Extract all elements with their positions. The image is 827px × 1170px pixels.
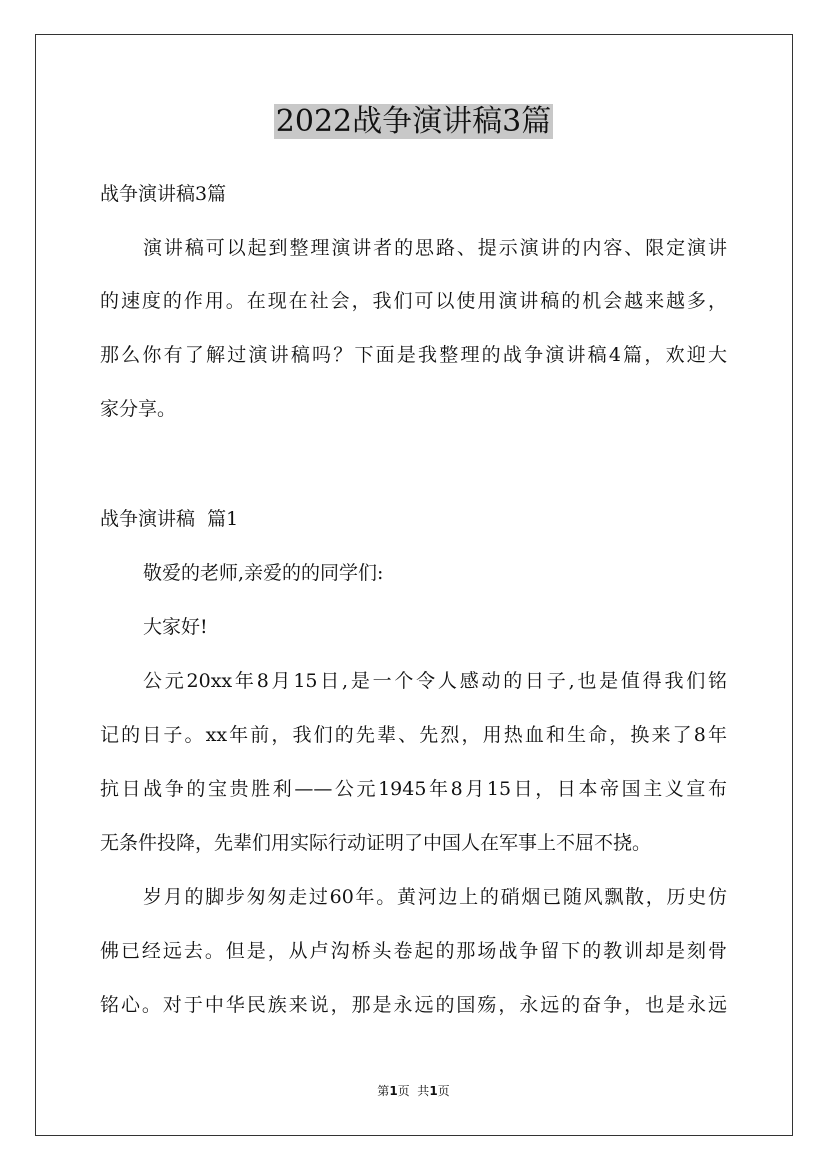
intro-line-1: 演讲稿可以起到整理演讲者的思路、提示演讲的内容、限定演讲	[143, 237, 727, 259]
para1-line-2: 记的日子。xx年前，我们的先辈、先烈，用热血和生命，换来了8年	[100, 724, 727, 746]
salutation: 敬爱的老师,亲爱的的同学们:	[143, 562, 384, 584]
para2-line-3: 铭心。对于中华民族来说，那是永远的国殇，永远的奋争，也是永远	[100, 994, 727, 1016]
intro-line-2: 的速度的作用。在现在社会，我们可以使用演讲稿的机会越来越多，	[100, 290, 727, 312]
para1-line-4: 无条件投降，先辈们用实际行动证明了中国人在军事上不屈不挠。	[100, 832, 652, 854]
para2-line-2: 佛已经远去。但是，从卢沟桥头卷起的那场战争留下的教训却是刻骨	[100, 940, 727, 962]
para2-line-1: 岁月的脚步匆匆走过60年。黄河边上的硝烟已随风飘散，历史仿	[143, 886, 727, 908]
page-total: 1	[429, 1084, 438, 1098]
intro-line-3: 那么你有了解过演讲稿吗？下面是我整理的战争演讲稿4篇，欢迎大	[100, 344, 727, 366]
intro-line-4: 家分享。	[100, 398, 177, 420]
page-footer: 第1页 共1页	[377, 1084, 450, 1098]
section-heading: 战争演讲稿 篇1	[100, 508, 239, 530]
para1-line-3: 抗日战争的宝贵胜利——公元1945年8月15日，日本帝国主义宣布	[100, 778, 727, 800]
document-title: 2022战争演讲稿3篇	[275, 104, 552, 139]
page-number: 1	[389, 1084, 398, 1098]
greeting: 大家好!	[143, 616, 208, 638]
document-heading: 战争演讲稿3篇	[100, 183, 227, 205]
para1-line-1: 公元20xx年8月15日,是一个令人感动的日子,也是值得我们铭	[143, 670, 727, 692]
